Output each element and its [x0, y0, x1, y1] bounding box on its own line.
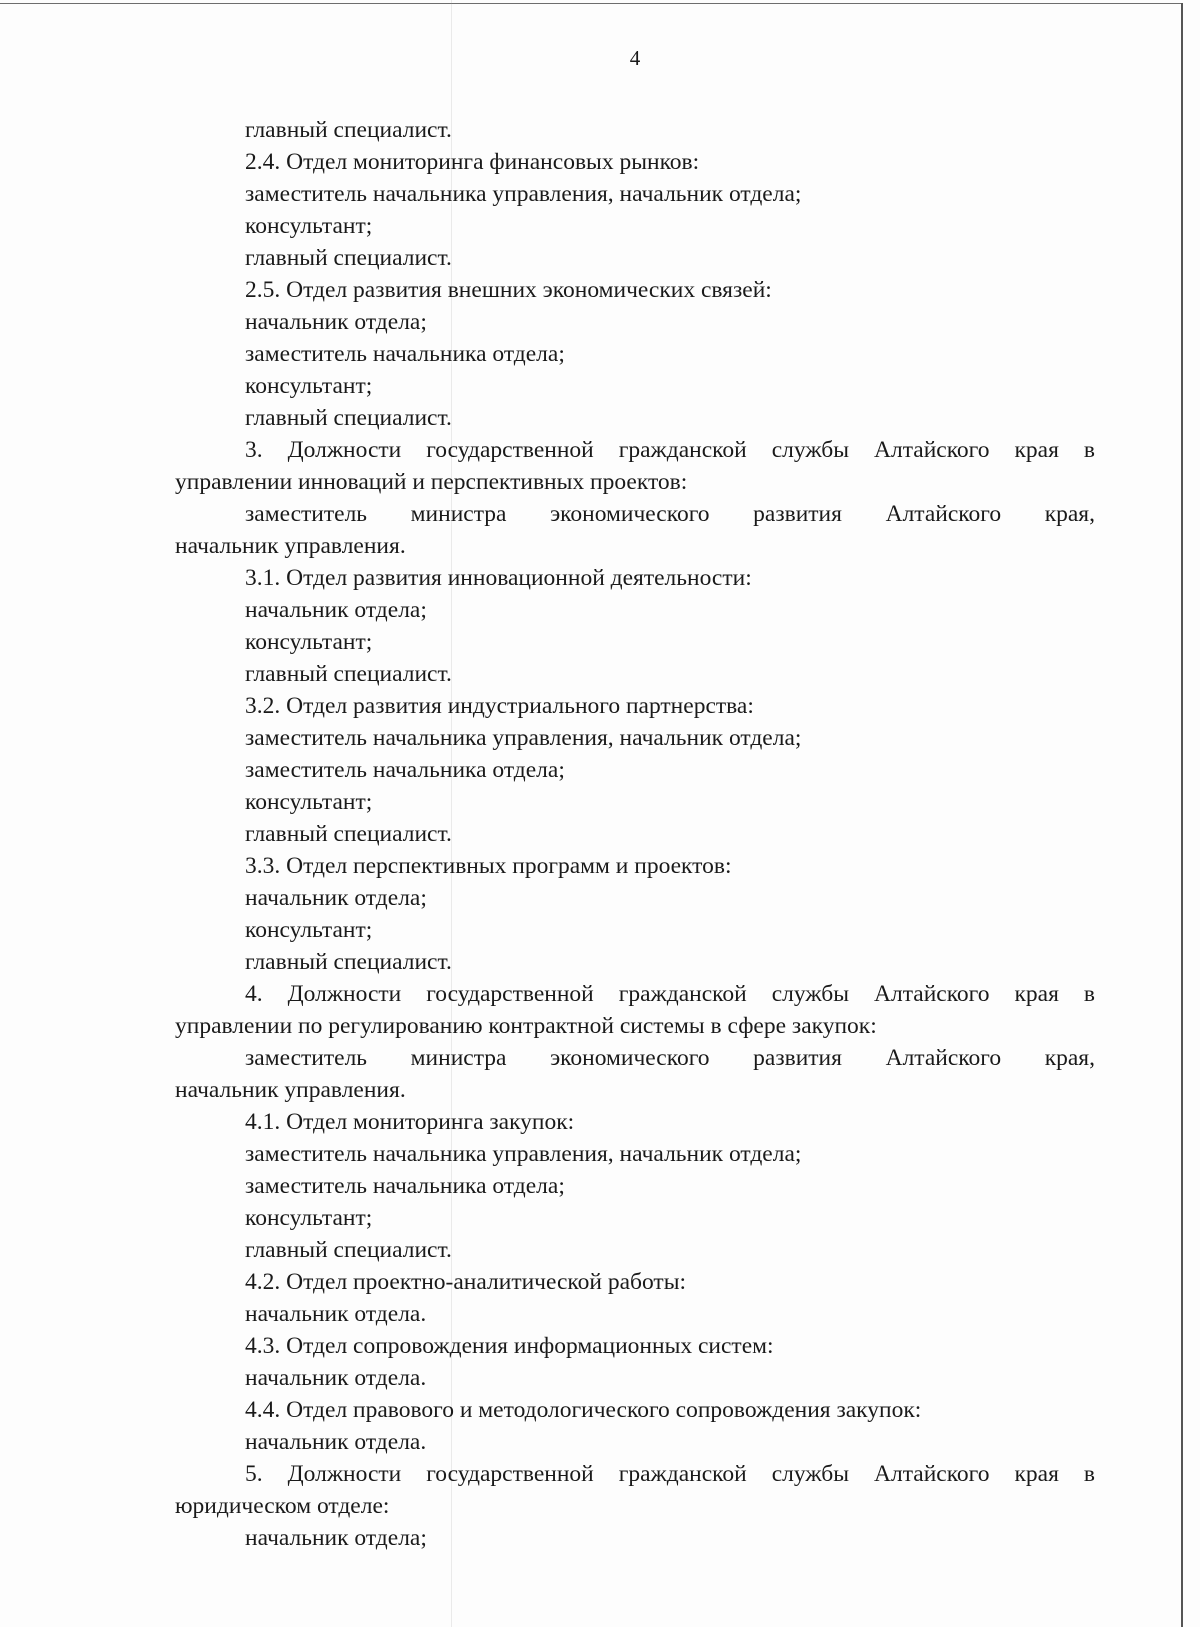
text-line: консультант;	[245, 373, 373, 399]
scan-right-edge	[1181, 3, 1183, 1627]
text-line: управлении инноваций и перспективных проектов:	[175, 469, 688, 495]
page-number: 4	[629, 46, 641, 70]
text-line: 2.4. Отдел мониторинга финансовых рынков:	[245, 149, 700, 175]
text-line: главный специалист.	[245, 661, 452, 687]
text-line: главный специалист.	[245, 117, 452, 143]
text-line: 3.3. Отдел перспективных программ и проектов:	[245, 853, 732, 879]
text-line: начальник управления.	[175, 1077, 406, 1103]
text-line: заместитель министра экономического развития Алтайского края,	[245, 1045, 1095, 1071]
text-line: начальник отдела.	[245, 1301, 427, 1327]
text-line: главный специалист.	[245, 405, 452, 431]
text-line: главный специалист.	[245, 821, 452, 847]
text-line: начальник управления.	[175, 533, 406, 559]
text-line: заместитель министра экономического развития Алтайского края,	[245, 501, 1095, 527]
text-line: 4.3. Отдел сопровождения информационных систем:	[245, 1333, 774, 1359]
text-line: заместитель начальника отдела;	[245, 1173, 565, 1199]
text-line: консультант;	[245, 213, 373, 239]
document-body	[175, 114, 1095, 1554]
text-line: юридическом отделе:	[175, 1493, 390, 1519]
text-line: 3.1. Отдел развития инновационной деятельности:	[245, 565, 752, 591]
text-line: 4.2. Отдел проектно-аналитической работы:	[245, 1269, 687, 1295]
text-line: заместитель начальника управления, начальник отдела;	[245, 181, 802, 207]
text-line: консультант;	[245, 917, 373, 943]
text-line: заместитель начальника управления, начальник отдела;	[245, 1141, 802, 1167]
text-line: главный специалист.	[245, 245, 452, 271]
text-line: заместитель начальника управления, начальник отдела;	[245, 725, 802, 751]
text-line: консультант;	[245, 789, 373, 815]
scan-top-edge	[0, 3, 1182, 4]
text-line: консультант;	[245, 629, 373, 655]
text-line: начальник отдела;	[245, 309, 427, 335]
text-line: заместитель начальника отдела;	[245, 757, 565, 783]
text-line: 2.5. Отдел развития внешних экономических связей:	[245, 277, 772, 303]
text-line: 4.1. Отдел мониторинга закупок:	[245, 1109, 575, 1135]
text-line: главный специалист.	[245, 949, 452, 975]
text-line: консультант;	[245, 1205, 373, 1231]
text-line: начальник отдела;	[245, 885, 427, 911]
text-line: 4.4. Отдел правового и методологического сопровождения закупок:	[245, 1397, 922, 1423]
text-line: главный специалист.	[245, 1237, 452, 1263]
text-line: 4. Должности государственной гражданской службы Алтайского края в	[245, 981, 1095, 1007]
text-line: начальник отдела.	[245, 1365, 427, 1391]
text-line: начальник отдела.	[245, 1429, 427, 1455]
text-line: заместитель начальника отдела;	[245, 341, 565, 367]
text-line: начальник отдела;	[245, 597, 427, 623]
text-line: начальник отдела;	[245, 1525, 427, 1551]
text-line: управлении по регулированию контрактной системы в сфере закупок:	[175, 1013, 877, 1039]
text-line: 5. Должности государственной гражданской службы Алтайского края в	[245, 1461, 1095, 1487]
text-line: 3. Должности государственной гражданской службы Алтайского края в	[245, 437, 1095, 463]
text-line: 3.2. Отдел развития индустриального партнерства:	[245, 693, 754, 719]
